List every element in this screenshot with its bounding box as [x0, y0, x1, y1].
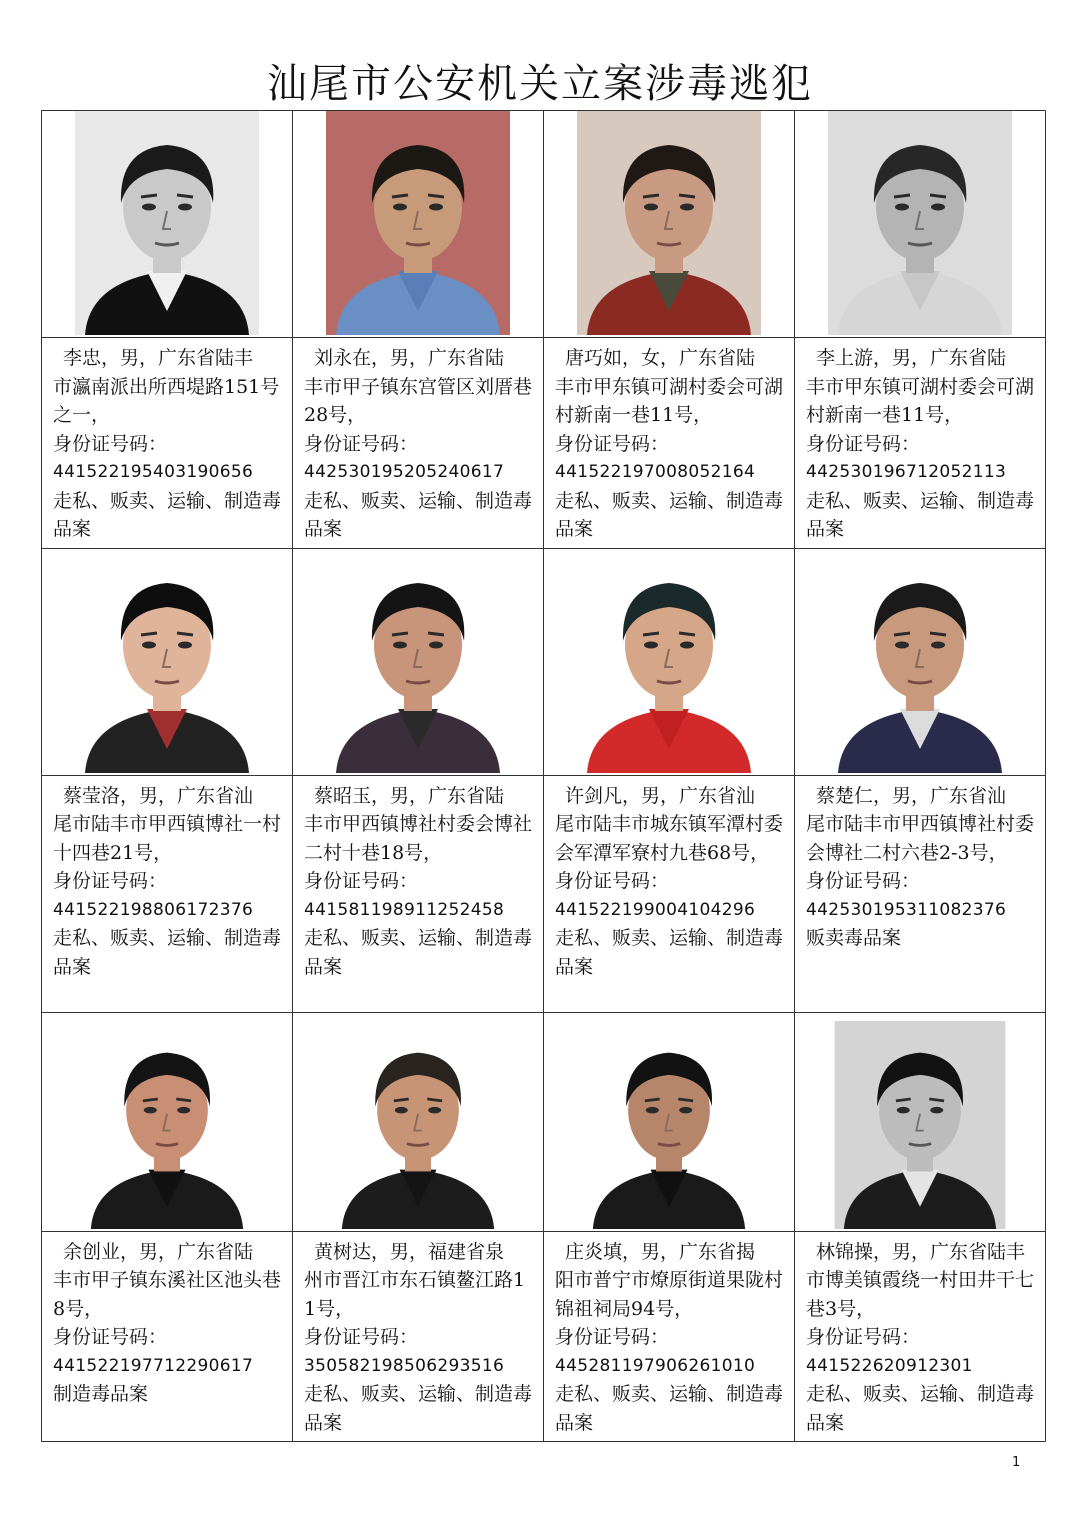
case-type: 走私、贩卖、运输、制造毒品案 — [53, 489, 282, 540]
address-text: 丰市甲子镇东溪社区池头巷8号， — [53, 1269, 282, 1320]
name-line: 蔡莹洛，男，广东省汕 — [63, 784, 254, 807]
info-cell — [544, 338, 795, 549]
portrait-photo — [828, 549, 1012, 773]
id-number: 442530195205240617 — [304, 462, 505, 482]
name-line: 许剑凡，男，广东省汕 — [565, 784, 756, 807]
photo-row — [42, 1012, 1046, 1231]
address-text: 州市晋江市东石镇鳌江路11号， — [304, 1269, 526, 1320]
portrait-photo — [577, 549, 761, 773]
id-label: 身份证号码： — [555, 1326, 670, 1348]
fugitive-info — [304, 1238, 535, 1438]
info-row — [42, 1231, 1046, 1442]
portrait-photo — [326, 111, 510, 335]
case-type: 走私、贩卖、运输、制造毒品案 — [53, 927, 282, 978]
id-label: 身份证号码： — [304, 432, 419, 455]
id-number: 445281197906261010 — [555, 1355, 756, 1376]
id-number: 441522198806172376 — [53, 899, 254, 920]
address-text: 尾市陆丰市城东镇军潭村委会军潭军寮村九巷68号， — [555, 813, 784, 864]
photo-cell — [293, 111, 544, 338]
address-text: 阳市普宁市燎原街道果陇村锦祖祠局94号， — [555, 1269, 784, 1320]
case-type: 走私、贩卖、运输、制造毒品案 — [304, 1383, 533, 1434]
info-cell — [42, 775, 293, 1012]
id-number: 441522195403190656 — [53, 462, 254, 482]
fugitive-info — [53, 1238, 284, 1409]
photo-cell — [293, 1012, 544, 1231]
fugitive-info — [806, 1238, 1037, 1438]
name-line: 林锦操，男，广东省陆丰 — [816, 1240, 1026, 1263]
id-number: 441522197008052164 — [555, 462, 756, 482]
address-text: 尾市陆丰市甲西镇博社村委会博社二村六巷2-3号， — [806, 813, 1035, 864]
id-label: 身份证号码： — [806, 432, 921, 455]
info-cell — [544, 1231, 795, 1442]
portrait-photo — [828, 111, 1012, 335]
info-row — [42, 338, 1046, 549]
name-line: 刘永在，男，广东省陆 — [314, 347, 505, 369]
photo-cell — [544, 1012, 795, 1231]
portrait-photo — [75, 1021, 259, 1229]
id-number: 441581198911252458 — [304, 899, 505, 920]
fugitive-info — [555, 344, 786, 544]
photo-cell — [42, 1012, 293, 1231]
id-number: 441522620912301 — [806, 1355, 973, 1376]
id-label: 身份证号码： — [53, 870, 168, 892]
id-label: 身份证号码： — [53, 432, 168, 455]
address-text: 市瀛南派出所西堤路151号之一， — [53, 375, 280, 426]
portrait-photo — [326, 1021, 510, 1229]
info-cell — [42, 1231, 293, 1442]
name-line: 蔡楚仁，男，广东省汕 — [816, 784, 1007, 807]
page-number: 1 — [1012, 1455, 1021, 1470]
case-type: 制造毒品案 — [53, 1383, 149, 1405]
id-number: 442530195311082376 — [806, 899, 1007, 920]
fugitive-info — [555, 1238, 786, 1438]
info-row — [42, 775, 1046, 1012]
address-text: 丰市甲子镇东宫管区刘厝巷28号， — [304, 375, 533, 426]
page-title: 汕尾市公安机关立案涉毒逃犯 — [267, 61, 813, 107]
info-cell — [795, 775, 1046, 1012]
id-number: 442530196712052113 — [806, 462, 1007, 482]
fugitive-grid — [41, 110, 1046, 1442]
id-label: 身份证号码： — [53, 1326, 168, 1348]
case-type: 贩卖毒品案 — [806, 927, 902, 949]
id-label: 身份证号码： — [806, 870, 921, 892]
name-line: 庄炎填，男，广东省揭 — [565, 1240, 756, 1263]
id-number: 350582198506293516 — [304, 1355, 505, 1376]
address-text: 尾市陆丰市甲西镇博社一村十四巷21号， — [53, 813, 282, 864]
name-line: 余创业，男，广东省陆 — [63, 1240, 254, 1263]
address-text: 丰市甲东镇可湖村委会可湖村新南一巷11号， — [806, 375, 1035, 426]
name-line: 唐巧如，女，广东省陆 — [565, 347, 756, 369]
info-cell — [293, 1231, 544, 1442]
id-number: 441522197712290617 — [53, 1355, 254, 1376]
info-cell — [795, 1231, 1046, 1442]
photo-row — [42, 548, 1046, 775]
photo-cell — [795, 111, 1046, 338]
info-cell — [293, 775, 544, 1012]
case-type: 走私、贩卖、运输、制造毒品案 — [304, 489, 533, 540]
case-type: 走私、贩卖、运输、制造毒品案 — [555, 927, 784, 978]
portrait-photo — [326, 549, 510, 773]
id-number: 441522199004104296 — [555, 899, 756, 920]
photo-row — [42, 111, 1046, 338]
name-line: 黄树达，男，福建省泉 — [314, 1240, 505, 1263]
photo-cell — [42, 111, 293, 338]
photo-cell — [42, 548, 293, 775]
fugitive-info — [304, 782, 535, 982]
address-text: 市博美镇霞绕一村田井干七巷3号， — [806, 1269, 1035, 1320]
case-type: 走私、贩卖、运输、制造毒品案 — [555, 489, 784, 540]
fugitive-info — [806, 344, 1037, 544]
info-cell — [544, 775, 795, 1012]
fugitive-info — [555, 782, 786, 982]
case-type: 走私、贩卖、运输、制造毒品案 — [806, 1383, 1035, 1434]
photo-cell — [795, 1012, 1046, 1231]
photo-cell — [293, 548, 544, 775]
id-label: 身份证号码： — [304, 870, 419, 892]
photo-cell — [544, 111, 795, 338]
name-line: 李上游，男，广东省陆 — [816, 347, 1007, 369]
name-line: 李忠，男，广东省陆丰 — [63, 347, 254, 369]
photo-cell — [795, 548, 1046, 775]
case-type: 走私、贩卖、运输、制造毒品案 — [806, 489, 1035, 540]
case-type: 走私、贩卖、运输、制造毒品案 — [555, 1383, 784, 1434]
portrait-photo — [828, 1021, 1012, 1229]
id-label: 身份证号码： — [806, 1326, 921, 1348]
fugitive-info — [806, 782, 1037, 953]
portrait-photo — [75, 111, 259, 335]
photo-cell — [544, 548, 795, 775]
info-cell — [42, 338, 293, 549]
address-text: 丰市甲西镇博社村委会博社二村十巷18号， — [304, 813, 533, 864]
address-text: 丰市甲东镇可湖村委会可湖村新南一巷11号， — [555, 375, 784, 426]
portrait-photo — [577, 1021, 761, 1229]
portrait-photo — [75, 549, 259, 773]
info-cell — [795, 338, 1046, 549]
portrait-photo — [577, 111, 761, 335]
fugitive-info — [304, 344, 535, 544]
id-label: 身份证号码： — [555, 432, 670, 455]
fugitive-info — [53, 782, 284, 982]
fugitive-info — [53, 344, 284, 544]
case-type: 走私、贩卖、运输、制造毒品案 — [304, 927, 533, 978]
id-label: 身份证号码： — [555, 870, 670, 892]
info-cell — [293, 338, 544, 549]
name-line: 蔡昭玉，男，广东省陆 — [314, 784, 505, 807]
id-label: 身份证号码： — [304, 1326, 419, 1348]
